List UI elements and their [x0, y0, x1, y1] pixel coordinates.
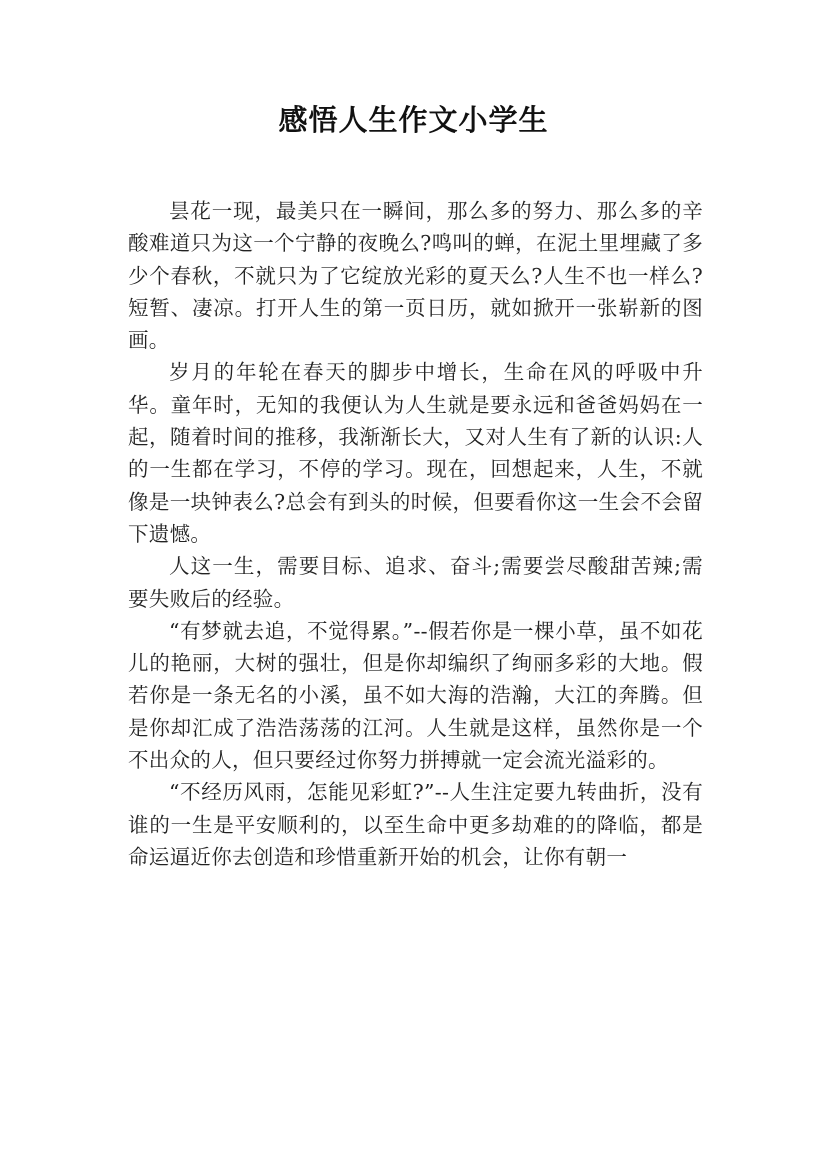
- paragraph-1: 昙花一现，最美只在一瞬间，那么多的努力、那么多的辛酸难道只为这一个宁静的夜晚么?鸣叫的蝉，在泥土里埋藏了多少个春秋，不就只为了它绽放光彩的夏天么?人生不也一样么?短暂、凄凉。打开人生的第一页日历，就如掀开一张崭新的图画。: [128, 199, 703, 353]
- page-title: 感悟人生作文小学生: [278, 103, 549, 137]
- document-body: [128, 195, 703, 873]
- paragraph-2: 岁月的年轮在春天的脚步中增长，生命在风的呼吸中升华。童年时，无知的我便认为人生就是要永远和爸爸妈妈在一起，随着时间的推移，我渐渐长大，又对人生有了新的认识:人的一生都在学习，不停的学习。现在，回想起来，人生，不就像是一块钟表么?总会有到头的时候，但要看你这一生会不会留下遗憾。: [128, 360, 703, 546]
- paragraph-4: “有梦就去追，不觉得累。”--假若你是一棵小草，虽不如花儿的艳丽，大树的强壮，但是你却编织了绚丽多彩的大地。假若你是一条无名的小溪，虽不如大海的浩瀚，大江的奔腾。但是你却汇成了浩浩荡荡的江河。人生就是这样，虽然你是一个不出众的人，但只要经过你努力拼搏就一定会流光溢彩的。: [128, 618, 703, 773]
- paragraph-3: 人这一生，需要目标、追求、奋斗;需要尝尽酸甜苦辣;需要失败后的经验。: [128, 554, 703, 611]
- paragraph-5: “不经历风雨，怎能见彩虹?”--人生注定要九转曲折，没有谁的一生是平安顺利的，以至生命中更多劫难的的降临，都是命运逼近你去创造和珍惜重新开始的机会，让你有朝一: [128, 780, 703, 869]
